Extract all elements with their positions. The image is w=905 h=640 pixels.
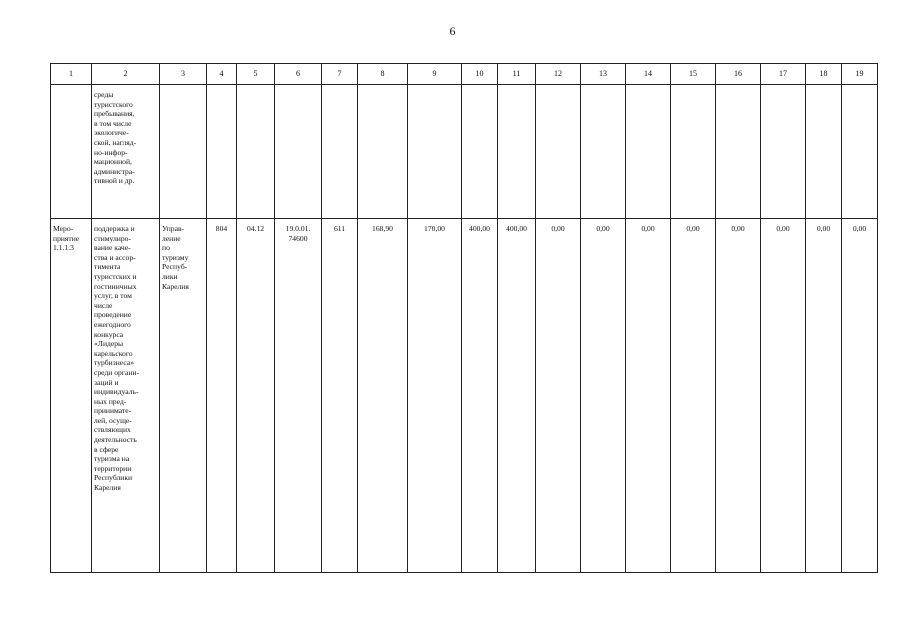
cell-text: 19.0.01. 74600 bbox=[285, 224, 311, 243]
column-header: 12 bbox=[536, 64, 581, 85]
cell-text: среды туристского пребывания, в том числе экологиче- ской, нагляд- но-инфор- мационной, администра- тивной и др. bbox=[94, 90, 137, 186]
column-header: 1 bbox=[51, 64, 92, 85]
column-header: 2 bbox=[92, 64, 160, 85]
table-cell: 400,00 bbox=[462, 219, 498, 573]
table-cell bbox=[842, 85, 878, 219]
column-header: 3 bbox=[160, 64, 207, 85]
column-header: 19 bbox=[842, 64, 878, 85]
table-cell bbox=[626, 85, 671, 219]
table-cell bbox=[498, 85, 536, 219]
budget-table bbox=[50, 63, 878, 573]
table-cell: 170,00 bbox=[408, 219, 462, 573]
table-cell bbox=[207, 85, 237, 219]
table-row bbox=[51, 219, 878, 573]
table-cell bbox=[275, 219, 322, 573]
column-header: 5 bbox=[237, 64, 275, 85]
table-cell: 0,00 bbox=[581, 219, 626, 573]
table-cell: 04.12 bbox=[237, 219, 275, 573]
page-number: 6 bbox=[449, 24, 456, 38]
table-cell bbox=[275, 85, 322, 219]
table-cell: 0,00 bbox=[806, 219, 842, 573]
cell-text: поддержка и стимулиро- вание каче- ства и ассор- тимента туристских и гостиничных услуг, в том числе проведение ежегодного конкурса «Лидеры карельского турбизнеса» среди органи- заций и индивидуаль- ных пред- принимате- лей, осуще- ствляющих деятельность в сфере туризма на территории Республики Карелия bbox=[94, 224, 139, 493]
table-cell bbox=[581, 85, 626, 219]
table-cell: 0,00 bbox=[626, 219, 671, 573]
table-cell: 0,00 bbox=[716, 219, 761, 573]
table-cell bbox=[806, 85, 842, 219]
table-cell bbox=[358, 85, 408, 219]
table-cell bbox=[92, 85, 160, 219]
table-cell bbox=[716, 85, 761, 219]
column-header: 17 bbox=[761, 64, 806, 85]
header-row bbox=[51, 64, 878, 85]
table-cell bbox=[160, 219, 207, 573]
table-cell: 611 bbox=[322, 219, 358, 573]
table-cell bbox=[237, 85, 275, 219]
table-cell bbox=[761, 85, 806, 219]
table-cell bbox=[322, 85, 358, 219]
cell-text: Меро- приятие 1.1.1.3 bbox=[53, 224, 80, 253]
column-header: 10 bbox=[462, 64, 498, 85]
table-cell: 804 bbox=[207, 219, 237, 573]
column-header: 8 bbox=[358, 64, 408, 85]
column-header: 18 bbox=[806, 64, 842, 85]
column-header: 4 bbox=[207, 64, 237, 85]
table-cell: 0,00 bbox=[536, 219, 581, 573]
table-cell bbox=[51, 85, 92, 219]
table-cell bbox=[462, 85, 498, 219]
table-cell bbox=[160, 85, 207, 219]
table-row bbox=[51, 85, 878, 219]
cell-text: Управ- ление по туризму Респуб- лики Карелия bbox=[162, 224, 189, 291]
column-header: 7 bbox=[322, 64, 358, 85]
column-header: 14 bbox=[626, 64, 671, 85]
column-header: 9 bbox=[408, 64, 462, 85]
table-cell: 168,90 bbox=[358, 219, 408, 573]
table-cell: 400,00 bbox=[498, 219, 536, 573]
column-header: 16 bbox=[716, 64, 761, 85]
table-cell bbox=[92, 219, 160, 573]
table-cell: 0,00 bbox=[842, 219, 878, 573]
table-cell bbox=[51, 219, 92, 573]
table-cell bbox=[671, 85, 716, 219]
table-cell bbox=[536, 85, 581, 219]
column-header: 13 bbox=[581, 64, 626, 85]
table-cell: 0,00 bbox=[671, 219, 716, 573]
column-header: 15 bbox=[671, 64, 716, 85]
column-header: 11 bbox=[498, 64, 536, 85]
table-cell: 0,00 bbox=[761, 219, 806, 573]
column-header: 6 bbox=[275, 64, 322, 85]
table-cell bbox=[408, 85, 462, 219]
